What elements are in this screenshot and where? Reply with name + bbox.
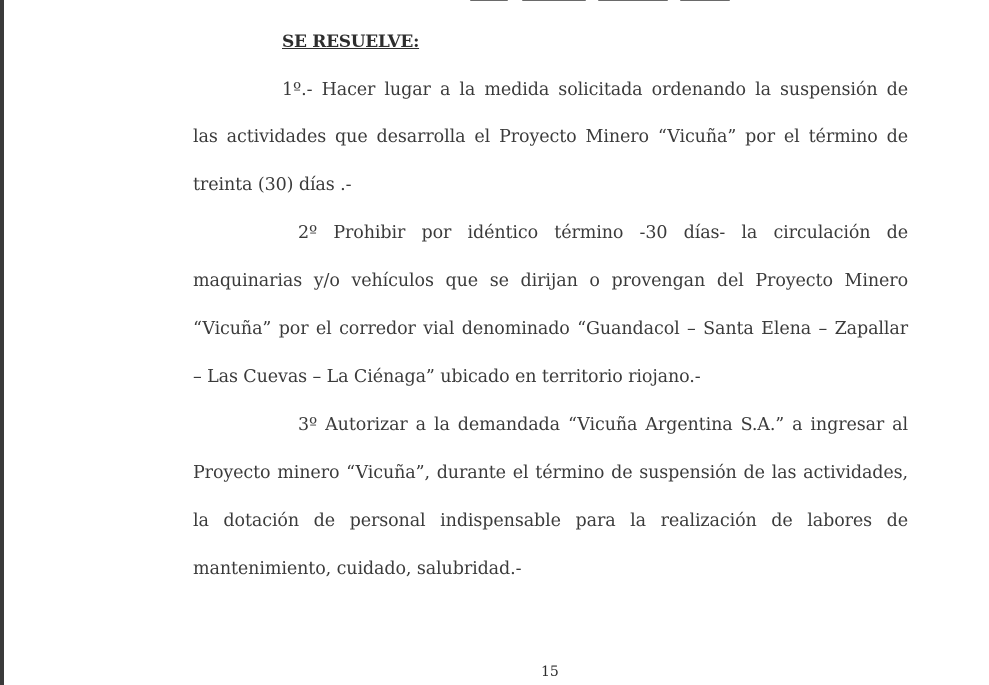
- paragraph-2-line-4: – Las Cuevas – La Ciénaga” ubicado en territorio riojano.-: [193, 367, 701, 387]
- paragraph-3-line-4: mantenimiento, cuidado, salubridad.-: [193, 559, 522, 579]
- paragraph-3-line-1: 3º Autorizar a la demandada “Vicuña Argentina S.A.” a ingresar al: [298, 415, 908, 435]
- paragraph-1-line-3: treinta (30) días .-: [193, 175, 352, 195]
- paragraph-2-line-3: “Vicuña” por el corredor vial denominado “Guandacol – Santa Elena – Zapallar: [193, 319, 908, 339]
- page-left-border: [0, 0, 4, 685]
- page-number: 15: [541, 664, 559, 680]
- paragraph-2-line-1: 2º Prohibir por idéntico término -30 días- la circulación de: [298, 223, 908, 243]
- resolution-heading: SE RESUELVE:: [282, 32, 420, 52]
- paragraph-1-line-2: las actividades que desarrolla el Proyecto Minero “Vicuña” por el término de: [193, 127, 908, 147]
- paragraph-3-line-3: la dotación de personal indispensable para la realización de labores de: [193, 511, 908, 531]
- paragraph-2-line-2: maquinarias y/o vehículos que se dirijan o provengan del Proyecto Minero: [193, 271, 908, 291]
- paragraph-3-line-2: Proyecto minero “Vicuña”, durante el término de suspensión de las actividades,: [193, 463, 908, 483]
- paragraph-1-line-1: 1º.- Hacer lugar a la medida solicitada ordenando la suspensión de: [282, 80, 908, 100]
- cut-off-text-fragment: [470, 0, 750, 4]
